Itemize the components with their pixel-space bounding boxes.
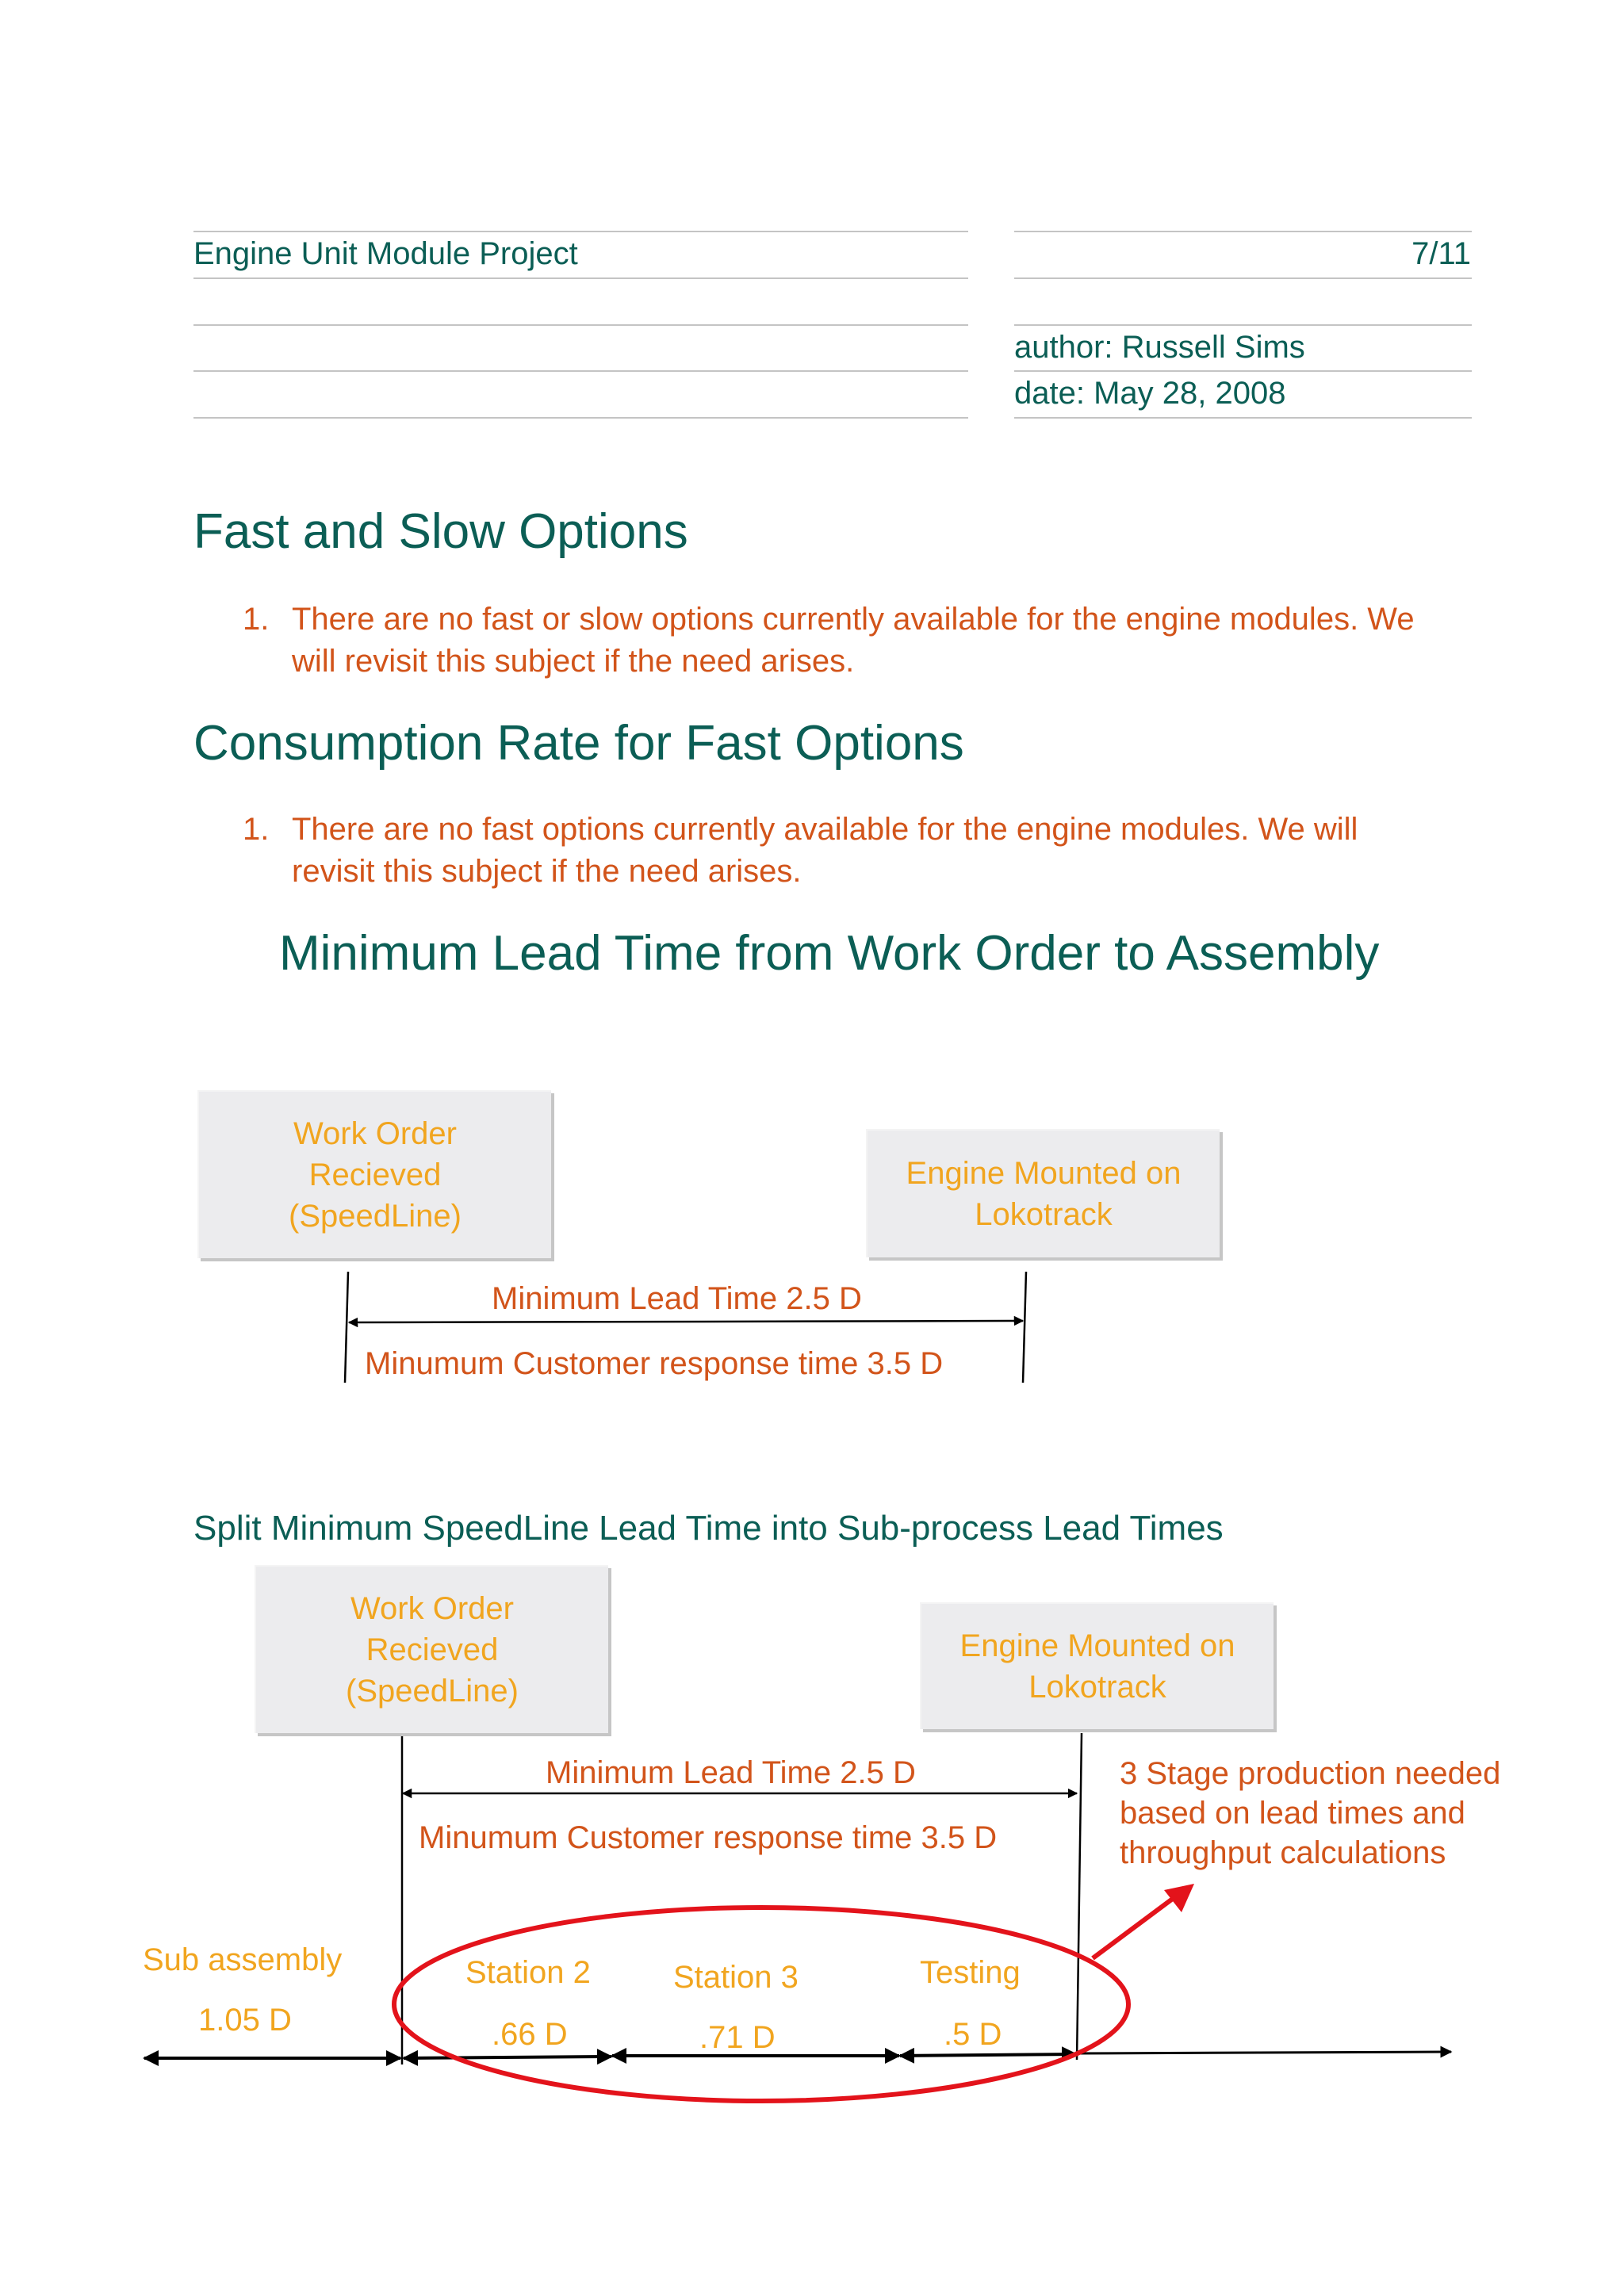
work-order-box: Work Order Recieved (SpeedLine) <box>255 1565 608 1733</box>
note-arrow-line <box>1093 1898 1174 1958</box>
end-tick-line <box>1077 1733 1082 2060</box>
start-tick-line <box>345 1272 348 1383</box>
stage-name-station-2: Station 2 <box>465 1955 591 1990</box>
list-text-line: There are no fast or slow options currently available for the engine modules. We <box>292 602 1415 637</box>
section-heading-consumption: Consumption Rate for Fast Options <box>193 716 964 771</box>
stage-name-station-3: Station 3 <box>673 1960 799 1995</box>
list-number: 1. <box>243 602 270 637</box>
lead-time-title: Minimum Lead Time from Work Order to Assembly <box>279 926 1380 981</box>
stage-name-testing: Testing <box>920 1955 1021 1990</box>
timeline-segment-testing <box>900 2054 1076 2056</box>
engine-mounted-box: Engine Mounted on Lokotrack <box>866 1129 1220 1257</box>
date: date: May 28, 2008 <box>1014 376 1286 411</box>
response-time-label: Minumum Customer response time 3.5 D <box>419 1820 998 1855</box>
production-note: 3 Stage production needed based on lead times and throughput calculations <box>1120 1756 1501 1870</box>
list-text-line: There are no fast options currently available for the engine modules. We will <box>292 812 1358 847</box>
project-title: Engine Unit Module Project <box>193 236 578 271</box>
stage-duration-sub-assembly: 1.05 D <box>198 2003 292 2038</box>
stage-duration-testing: .5 D <box>944 2017 1002 2052</box>
stage-duration-station-3: .71 D <box>699 2020 776 2055</box>
response-time-label: Minumum Customer response time 3.5 D <box>365 1346 944 1381</box>
timeline-extension <box>1077 2052 1451 2053</box>
work-order-box: Work Order Recieved (SpeedLine) <box>197 1090 551 1258</box>
note-arrow-head <box>1164 1884 1194 1912</box>
list-number: 1. <box>243 812 270 847</box>
lead-time-label: Minimum Lead Time 2.5 D <box>492 1281 862 1316</box>
page-number: 7/11 <box>1411 236 1471 271</box>
list-text-line: revisit this subject if the need arises. <box>292 854 802 889</box>
lead-time-label: Minimum Lead Time 2.5 D <box>546 1755 916 1790</box>
list-text-line: will revisit this subject if the need arises. <box>292 644 855 679</box>
end-tick-line <box>1023 1272 1026 1383</box>
section-heading-fast-slow: Fast and Slow Options <box>193 504 688 559</box>
author: author: Russell Sims <box>1014 330 1305 365</box>
stage-duration-station-2: .66 D <box>492 2017 568 2052</box>
engine-mounted-box: Engine Mounted on Lokotrack <box>920 1602 1274 1729</box>
timeline-segment-station-2 <box>404 2057 611 2058</box>
lead-time-arrow <box>349 1321 1023 1322</box>
highlight-ellipse <box>394 1908 1128 2101</box>
stage-name-sub-assembly: Sub assembly <box>143 1942 343 1977</box>
split-subtitle: Split Minimum SpeedLine Lead Time into Sub-process Lead Times <box>193 1509 1224 1548</box>
